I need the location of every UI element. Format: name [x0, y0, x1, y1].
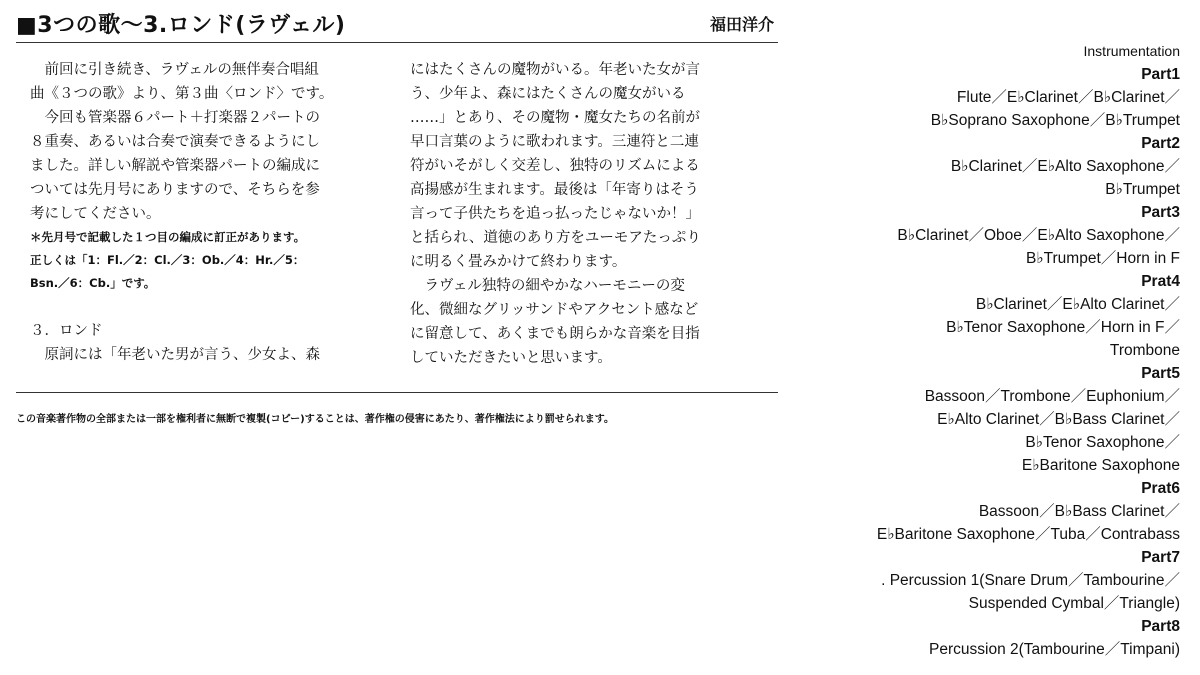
top-rule [16, 42, 778, 43]
body-line: 早口言葉のように歌われます。三連符と二連 [410, 134, 699, 150]
part-instruments: Trombone [1109, 342, 1180, 359]
part-instruments: Percussion 2(Tambourine／Timpani) [929, 641, 1180, 658]
body-line: ラヴェル独特の細やかなハーモニーの変 [410, 278, 685, 294]
author-name: 福田洋介 [709, 15, 774, 34]
part-instruments: Bassoon／Trombone／Euphonium／ [924, 388, 1180, 405]
body-line: 化、微細なグリッサンドやアクセント感など [410, 302, 699, 318]
body-line: 高揚感が生まれます。最後は「年寄りはそう [410, 182, 699, 198]
body-line: ……」とあり、その魔物・魔女たちの名前が [410, 110, 700, 126]
instrumentation-title: Instrumentation [1083, 43, 1180, 59]
copyright-notice: この音楽著作物の全部または一部を権利者に無断で複製(コピー)することは、著作権の侵害にあたり、著作権法により罰せられます。 [16, 414, 614, 425]
body-line: ８重奏、あるいは合奏で演奏できるようにし [30, 134, 320, 150]
body-line: 原詞には「年老いた男が言う、少女よ、森 [30, 347, 320, 363]
body-line: 符がいそがしく交差し、独特のリズムによる [410, 158, 700, 174]
part-label: Part5 [1141, 365, 1180, 382]
part-label: Part2 [1141, 135, 1180, 152]
bottom-rule [16, 392, 778, 393]
left-column [30, 58, 400, 367]
body-line: と括られ、道徳のあり方をユーモアたっぷり [410, 230, 701, 246]
body-line: 考にしてください。 [30, 206, 161, 222]
body-line: に留意して、あくまでも朗らかな音楽を目指 [410, 326, 700, 342]
instrumentation-panel [800, 40, 1180, 661]
part-label: Part8 [1141, 618, 1180, 635]
part-label: Part3 [1141, 204, 1180, 221]
article-title: ■3つの歌〜3.ロンド(ラヴェル) [16, 13, 346, 38]
spacer [30, 295, 400, 319]
part-instruments: B♭Clarinet／E♭Alto Clarinet／ [975, 296, 1180, 313]
part-instruments: Suspended Cymbal／Triangle) [968, 595, 1180, 612]
part-label: Part1 [1141, 66, 1180, 83]
part-instruments: E♭Alto Clarinet／B♭Bass Clarinet／ [937, 411, 1180, 428]
part-instruments: B♭Soprano Saxophone／B♭Trumpet [930, 112, 1180, 129]
body-line: ついては先月号にありますので、そちらを参 [30, 182, 320, 198]
body-line: 曲《３つの歌》より、第３曲〈ロンド〉です。 [30, 86, 334, 102]
part-instruments: E♭Baritone Saxophone／Tuba／Contrabass [876, 526, 1180, 543]
part-instruments: B♭Tenor Saxophone／ [1025, 434, 1180, 451]
part-instruments: B♭Tenor Saxophone／Horn in F／ [946, 319, 1180, 336]
body-line: 前回に引き続き、ラヴェルの無伴奏合唱組 [30, 62, 319, 78]
body-line: に明るく畳みかけて終わります。 [410, 254, 627, 270]
body-line: ました。詳しい解説や管楽器パートの編成に [30, 158, 320, 174]
part-instruments: B♭Trumpet [1105, 181, 1180, 198]
section-heading: ３．ロンド [30, 323, 103, 339]
body-line: にはたくさんの魔物がいる。年老いた女が言 [410, 62, 700, 78]
part-label: Prat6 [1141, 480, 1180, 497]
part-instruments: B♭Clarinet／E♭Alto Saxophone／ [950, 158, 1180, 175]
part-instruments: Flute／E♭Clarinet／B♭Clarinet／ [956, 89, 1180, 106]
part-label: Prat4 [1141, 273, 1180, 290]
correction-note-line: ＊先月号で記載した１つ目の編成に訂正があります。 [30, 230, 306, 244]
part-instruments: E♭Baritone Saxophone [1021, 457, 1180, 474]
part-instruments: B♭Trumpet／Horn in F [1025, 250, 1180, 267]
correction-note-line: Bsn.／6：Cb.」です。 [30, 276, 156, 290]
right-column [410, 58, 780, 370]
part-label: Part7 [1141, 549, 1180, 566]
part-instruments: B♭Clarinet／Oboe／E♭Alto Saxophone／ [897, 227, 1180, 244]
body-line: 今回も管楽器６パート＋打楽器２パートの [30, 110, 320, 126]
part-instruments: . Percussion 1(Snare Drum／Tambourine／ [881, 572, 1180, 589]
correction-note-line: 正しくは「1：Fl.／2：Cl.／3：Ob.／4：Hr.／5： [30, 253, 305, 267]
article-header [16, 6, 778, 40]
body-line: う、少年よ、森にはたくさんの魔女がいる [410, 86, 686, 102]
part-instruments: Bassoon／B♭Bass Clarinet／ [978, 503, 1180, 520]
body-line: 言って子供たちを追っ払ったじゃないか！」 [410, 206, 700, 222]
body-line: していただきたいと思います。 [410, 350, 612, 366]
